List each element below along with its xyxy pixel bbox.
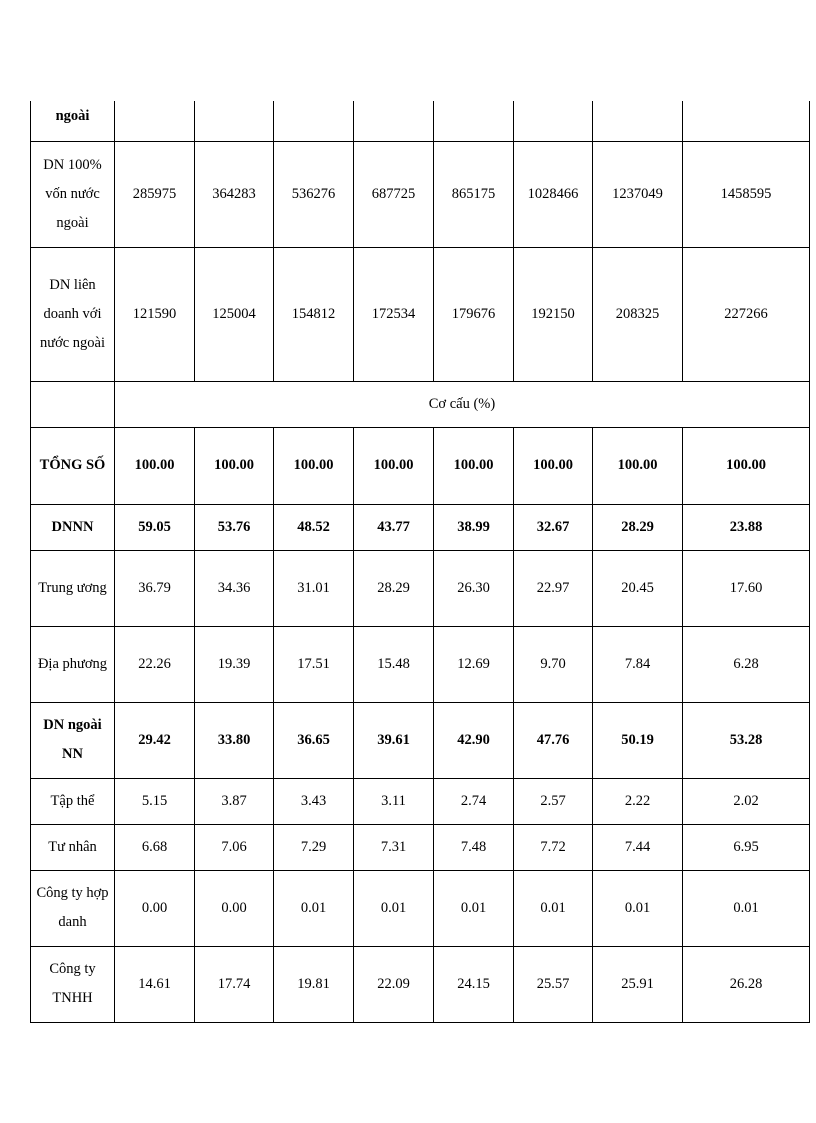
value-cell xyxy=(434,101,514,141)
value-cell: 38.99 xyxy=(434,504,514,550)
value-cell: 36.79 xyxy=(115,550,195,626)
value-cell: 100.00 xyxy=(514,427,593,504)
value-cell: 154812 xyxy=(274,247,354,381)
value-cell: 100.00 xyxy=(115,427,195,504)
value-cell xyxy=(195,101,274,141)
value-cell: 36.65 xyxy=(274,702,354,778)
value-cell: 1237049 xyxy=(593,141,683,247)
value-cell xyxy=(593,101,683,141)
value-cell xyxy=(514,101,593,141)
value-cell: 100.00 xyxy=(195,427,274,504)
value-cell: 208325 xyxy=(593,247,683,381)
value-cell: 7.31 xyxy=(354,824,434,870)
value-cell: 0.01 xyxy=(514,870,593,946)
table-row xyxy=(31,824,810,870)
value-cell: 227266 xyxy=(683,247,810,381)
value-cell: 39.61 xyxy=(354,702,434,778)
table-row xyxy=(31,946,810,1022)
value-cell: 33.80 xyxy=(195,702,274,778)
value-cell: 7.48 xyxy=(434,824,514,870)
value-cell: 865175 xyxy=(434,141,514,247)
row-label-cell: Trung ương xyxy=(31,550,115,626)
value-cell: 14.61 xyxy=(115,946,195,1022)
row-label-cell: TỔNG SỐ xyxy=(31,427,115,504)
value-cell: 17.60 xyxy=(683,550,810,626)
value-cell: 19.81 xyxy=(274,946,354,1022)
value-cell: 172534 xyxy=(354,247,434,381)
value-cell: 2.02 xyxy=(683,778,810,824)
value-cell: 6.68 xyxy=(115,824,195,870)
value-cell: 20.45 xyxy=(593,550,683,626)
value-cell: 17.51 xyxy=(274,626,354,702)
table-row xyxy=(31,626,810,702)
value-cell: 47.76 xyxy=(514,702,593,778)
value-cell: 7.06 xyxy=(195,824,274,870)
value-cell: 34.36 xyxy=(195,550,274,626)
value-cell: 0.01 xyxy=(274,870,354,946)
value-cell: 25.91 xyxy=(593,946,683,1022)
row-label-cell: Địa phương xyxy=(31,626,115,702)
table-row xyxy=(31,381,810,427)
table-row xyxy=(31,141,810,247)
row-label-cell: ngoài xyxy=(31,101,115,141)
value-cell: 19.39 xyxy=(195,626,274,702)
table-row xyxy=(31,778,810,824)
value-cell: 9.70 xyxy=(514,626,593,702)
value-cell: 100.00 xyxy=(274,427,354,504)
value-cell: 7.84 xyxy=(593,626,683,702)
value-cell: 6.28 xyxy=(683,626,810,702)
value-cell: 0.00 xyxy=(195,870,274,946)
value-cell: 2.22 xyxy=(593,778,683,824)
value-cell: 7.44 xyxy=(593,824,683,870)
row-label-cell: DN liên doanh với nước ngoài xyxy=(31,247,115,381)
value-cell: 125004 xyxy=(195,247,274,381)
value-cell: 100.00 xyxy=(434,427,514,504)
value-cell: 0.00 xyxy=(115,870,195,946)
value-cell: 53.28 xyxy=(683,702,810,778)
value-cell: 7.72 xyxy=(514,824,593,870)
row-label-cell: DN ngoài NN xyxy=(31,702,115,778)
value-cell: 7.29 xyxy=(274,824,354,870)
row-label-cell: DNNN xyxy=(31,504,115,550)
value-cell: 5.15 xyxy=(115,778,195,824)
value-cell: 0.01 xyxy=(434,870,514,946)
value-cell: 24.15 xyxy=(434,946,514,1022)
value-cell: 43.77 xyxy=(354,504,434,550)
table-row xyxy=(31,247,810,381)
value-cell: 3.43 xyxy=(274,778,354,824)
value-cell: 121590 xyxy=(115,247,195,381)
value-cell: 32.67 xyxy=(514,504,593,550)
value-cell xyxy=(354,101,434,141)
value-cell: 22.26 xyxy=(115,626,195,702)
value-cell xyxy=(683,101,810,141)
value-cell: 0.01 xyxy=(593,870,683,946)
value-cell: 1028466 xyxy=(514,141,593,247)
value-cell: 192150 xyxy=(514,247,593,381)
table-row xyxy=(31,427,810,504)
value-cell: 179676 xyxy=(434,247,514,381)
value-cell: 1458595 xyxy=(683,141,810,247)
row-label-cell: Tư nhân xyxy=(31,824,115,870)
value-cell: 15.48 xyxy=(354,626,434,702)
value-cell: 2.74 xyxy=(434,778,514,824)
value-cell: 29.42 xyxy=(115,702,195,778)
table-row xyxy=(31,870,810,946)
value-cell: 3.87 xyxy=(195,778,274,824)
table-row xyxy=(31,550,810,626)
value-cell: 50.19 xyxy=(593,702,683,778)
value-cell: 6.95 xyxy=(683,824,810,870)
value-cell: 53.76 xyxy=(195,504,274,550)
value-cell: 2.57 xyxy=(514,778,593,824)
value-cell: 0.01 xyxy=(354,870,434,946)
value-cell: 364283 xyxy=(195,141,274,247)
row-label-cell xyxy=(31,381,115,427)
value-cell: 100.00 xyxy=(683,427,810,504)
value-cell: 100.00 xyxy=(593,427,683,504)
table-row xyxy=(31,101,810,141)
value-cell: 22.09 xyxy=(354,946,434,1022)
value-cell: 12.69 xyxy=(434,626,514,702)
value-cell: 28.29 xyxy=(354,550,434,626)
value-cell: 687725 xyxy=(354,141,434,247)
value-cell: 23.88 xyxy=(683,504,810,550)
row-label-cell: DN 100% vốn nước ngoài xyxy=(31,141,115,247)
value-cell: 0.01 xyxy=(683,870,810,946)
value-cell: 59.05 xyxy=(115,504,195,550)
value-cell: 26.30 xyxy=(434,550,514,626)
section-heading: Cơ cấu (%) xyxy=(115,381,810,427)
table-row xyxy=(31,504,810,550)
row-label-cell: Công ty hợp danh xyxy=(31,870,115,946)
row-label-cell: Tập thể xyxy=(31,778,115,824)
value-cell: 536276 xyxy=(274,141,354,247)
value-cell: 48.52 xyxy=(274,504,354,550)
value-cell: 42.90 xyxy=(434,702,514,778)
value-cell: 285975 xyxy=(115,141,195,247)
value-cell: 22.97 xyxy=(514,550,593,626)
value-cell: 17.74 xyxy=(195,946,274,1022)
value-cell: 31.01 xyxy=(274,550,354,626)
row-label-cell: Công ty TNHH xyxy=(31,946,115,1022)
value-cell xyxy=(274,101,354,141)
value-cell: 100.00 xyxy=(354,427,434,504)
value-cell xyxy=(115,101,195,141)
value-cell: 3.11 xyxy=(354,778,434,824)
value-cell: 28.29 xyxy=(593,504,683,550)
value-cell: 25.57 xyxy=(514,946,593,1022)
statistics-table xyxy=(30,101,810,1023)
value-cell: 26.28 xyxy=(683,946,810,1022)
table-row xyxy=(31,702,810,778)
